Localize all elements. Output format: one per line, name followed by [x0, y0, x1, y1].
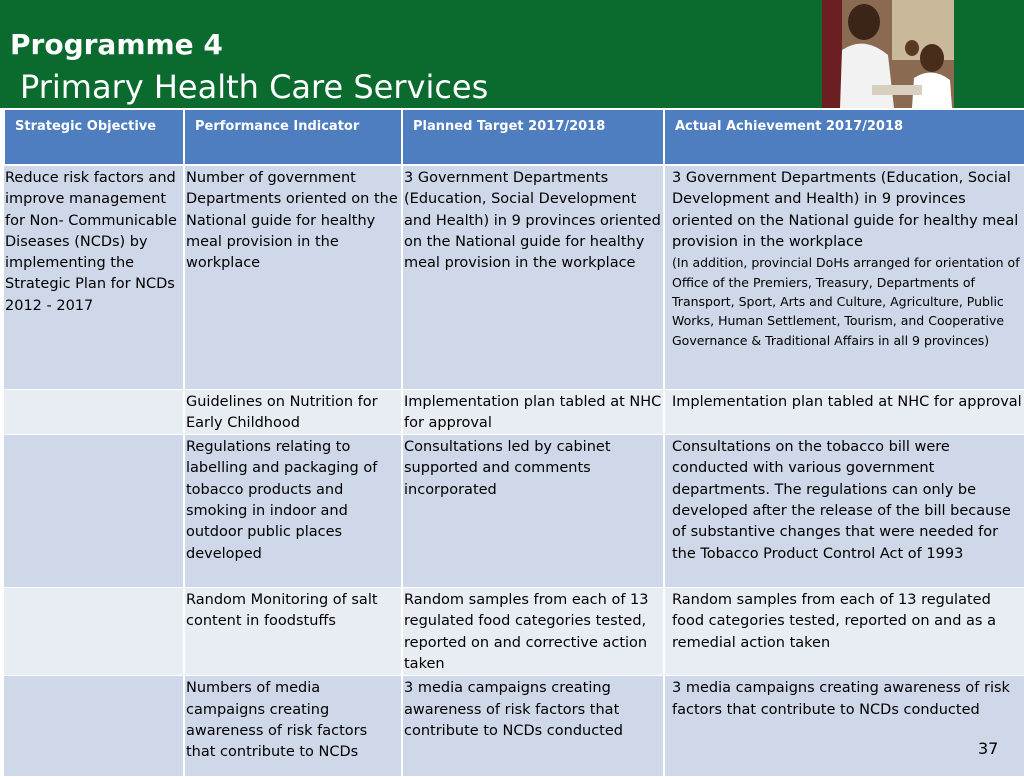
- cell-objective: [4, 389, 184, 435]
- page-title: Programme 4: [10, 28, 223, 61]
- cell-indicator: Numbers of media campaigns creating awareness of risk factors that contribute to NCDs: [184, 676, 402, 777]
- cell-target: Random samples from each of 13 regulated food categories tested, reported on and corrective action taken: [402, 588, 664, 676]
- column-header-performance-indicator: Performance Indicator: [184, 109, 402, 165]
- column-header-strategic-objective: Strategic Objective: [4, 109, 184, 165]
- cell-indicator: Number of government Departments oriented on the National guide for healthy meal provision in the workplace: [184, 165, 402, 389]
- table-row: [4, 389, 1024, 435]
- achievement-note: (In addition, provincial DoHs arranged for orientation of Office of the Premiers, Treasury, Departments of Transport, Sport, Arts and Culture, Agriculture, Public Works, Human Settlement, Tourism, and Cooperative Governance & Traditional Affairs in all 9 provinces): [672, 255, 1020, 348]
- cell-objective: [4, 435, 184, 588]
- nurse-child-photo-image: [822, 0, 954, 108]
- cell-target: 3 Government Departments (Education, Social Development and Health) in 9 provinces oriented on the National guide for healthy meal provision in the workplace: [402, 165, 664, 389]
- cell-achievement: Consultations on the tobacco bill were conducted with various government departments. The regulations can only be developed after the release of the bill because of substantive changes that were needed for the Tobacco Product Control Act of 1993: [664, 435, 1024, 588]
- cell-achievement: Random samples from each of 13 regulated food categories tested, reported on and as a remedial action taken: [664, 588, 1024, 676]
- cell-target: Consultations led by cabinet supported and comments incorporated: [402, 435, 664, 588]
- cell-objective: [4, 588, 184, 676]
- table-row: [4, 165, 1024, 389]
- cell-achievement: 3 media campaigns creating awareness of risk factors that contribute to NCDs conducted: [664, 676, 1024, 777]
- table-header-row: [4, 109, 1024, 165]
- cell-target: Implementation plan tabled at NHC for approval: [402, 389, 664, 435]
- column-header-planned-target: Planned Target 2017/2018: [402, 109, 664, 165]
- cell-objective: [4, 676, 184, 777]
- column-header-actual-achievement: Actual Achievement 2017/2018: [664, 109, 1024, 165]
- table-row: [4, 588, 1024, 676]
- header-photo: [822, 0, 954, 108]
- cell-indicator: Regulations relating to labelling and packaging of tobacco products and smoking in indoor and outdoor public places developed: [184, 435, 402, 588]
- cell-indicator: Random Monitoring of salt content in foodstuffs: [184, 588, 402, 676]
- page-number: 37: [978, 739, 999, 758]
- cell-objective: Reduce risk factors and improve management for Non- Communicable Diseases (NCDs) by implementing the Strategic Plan for NCDs 2012 - 2017: [4, 165, 184, 389]
- header-banner: [0, 0, 1024, 108]
- cell-indicator: Guidelines on Nutrition for Early Childhood: [184, 389, 402, 435]
- table-row: [4, 676, 1024, 777]
- cell-achievement: [664, 165, 1024, 389]
- performance-table: [3, 108, 1024, 777]
- page-subtitle: Primary Health Care Services: [20, 68, 489, 106]
- cell-achievement: Implementation plan tabled at NHC for approval: [664, 389, 1024, 435]
- achievement-text: 3 Government Departments (Education, Social Development and Health) in 9 provinces oriented on the National guide for healthy meal provision in the workplace: [672, 170, 1019, 250]
- cell-target: 3 media campaigns creating awareness of risk factors that contribute to NCDs conducted: [402, 676, 664, 777]
- table-row: [4, 435, 1024, 588]
